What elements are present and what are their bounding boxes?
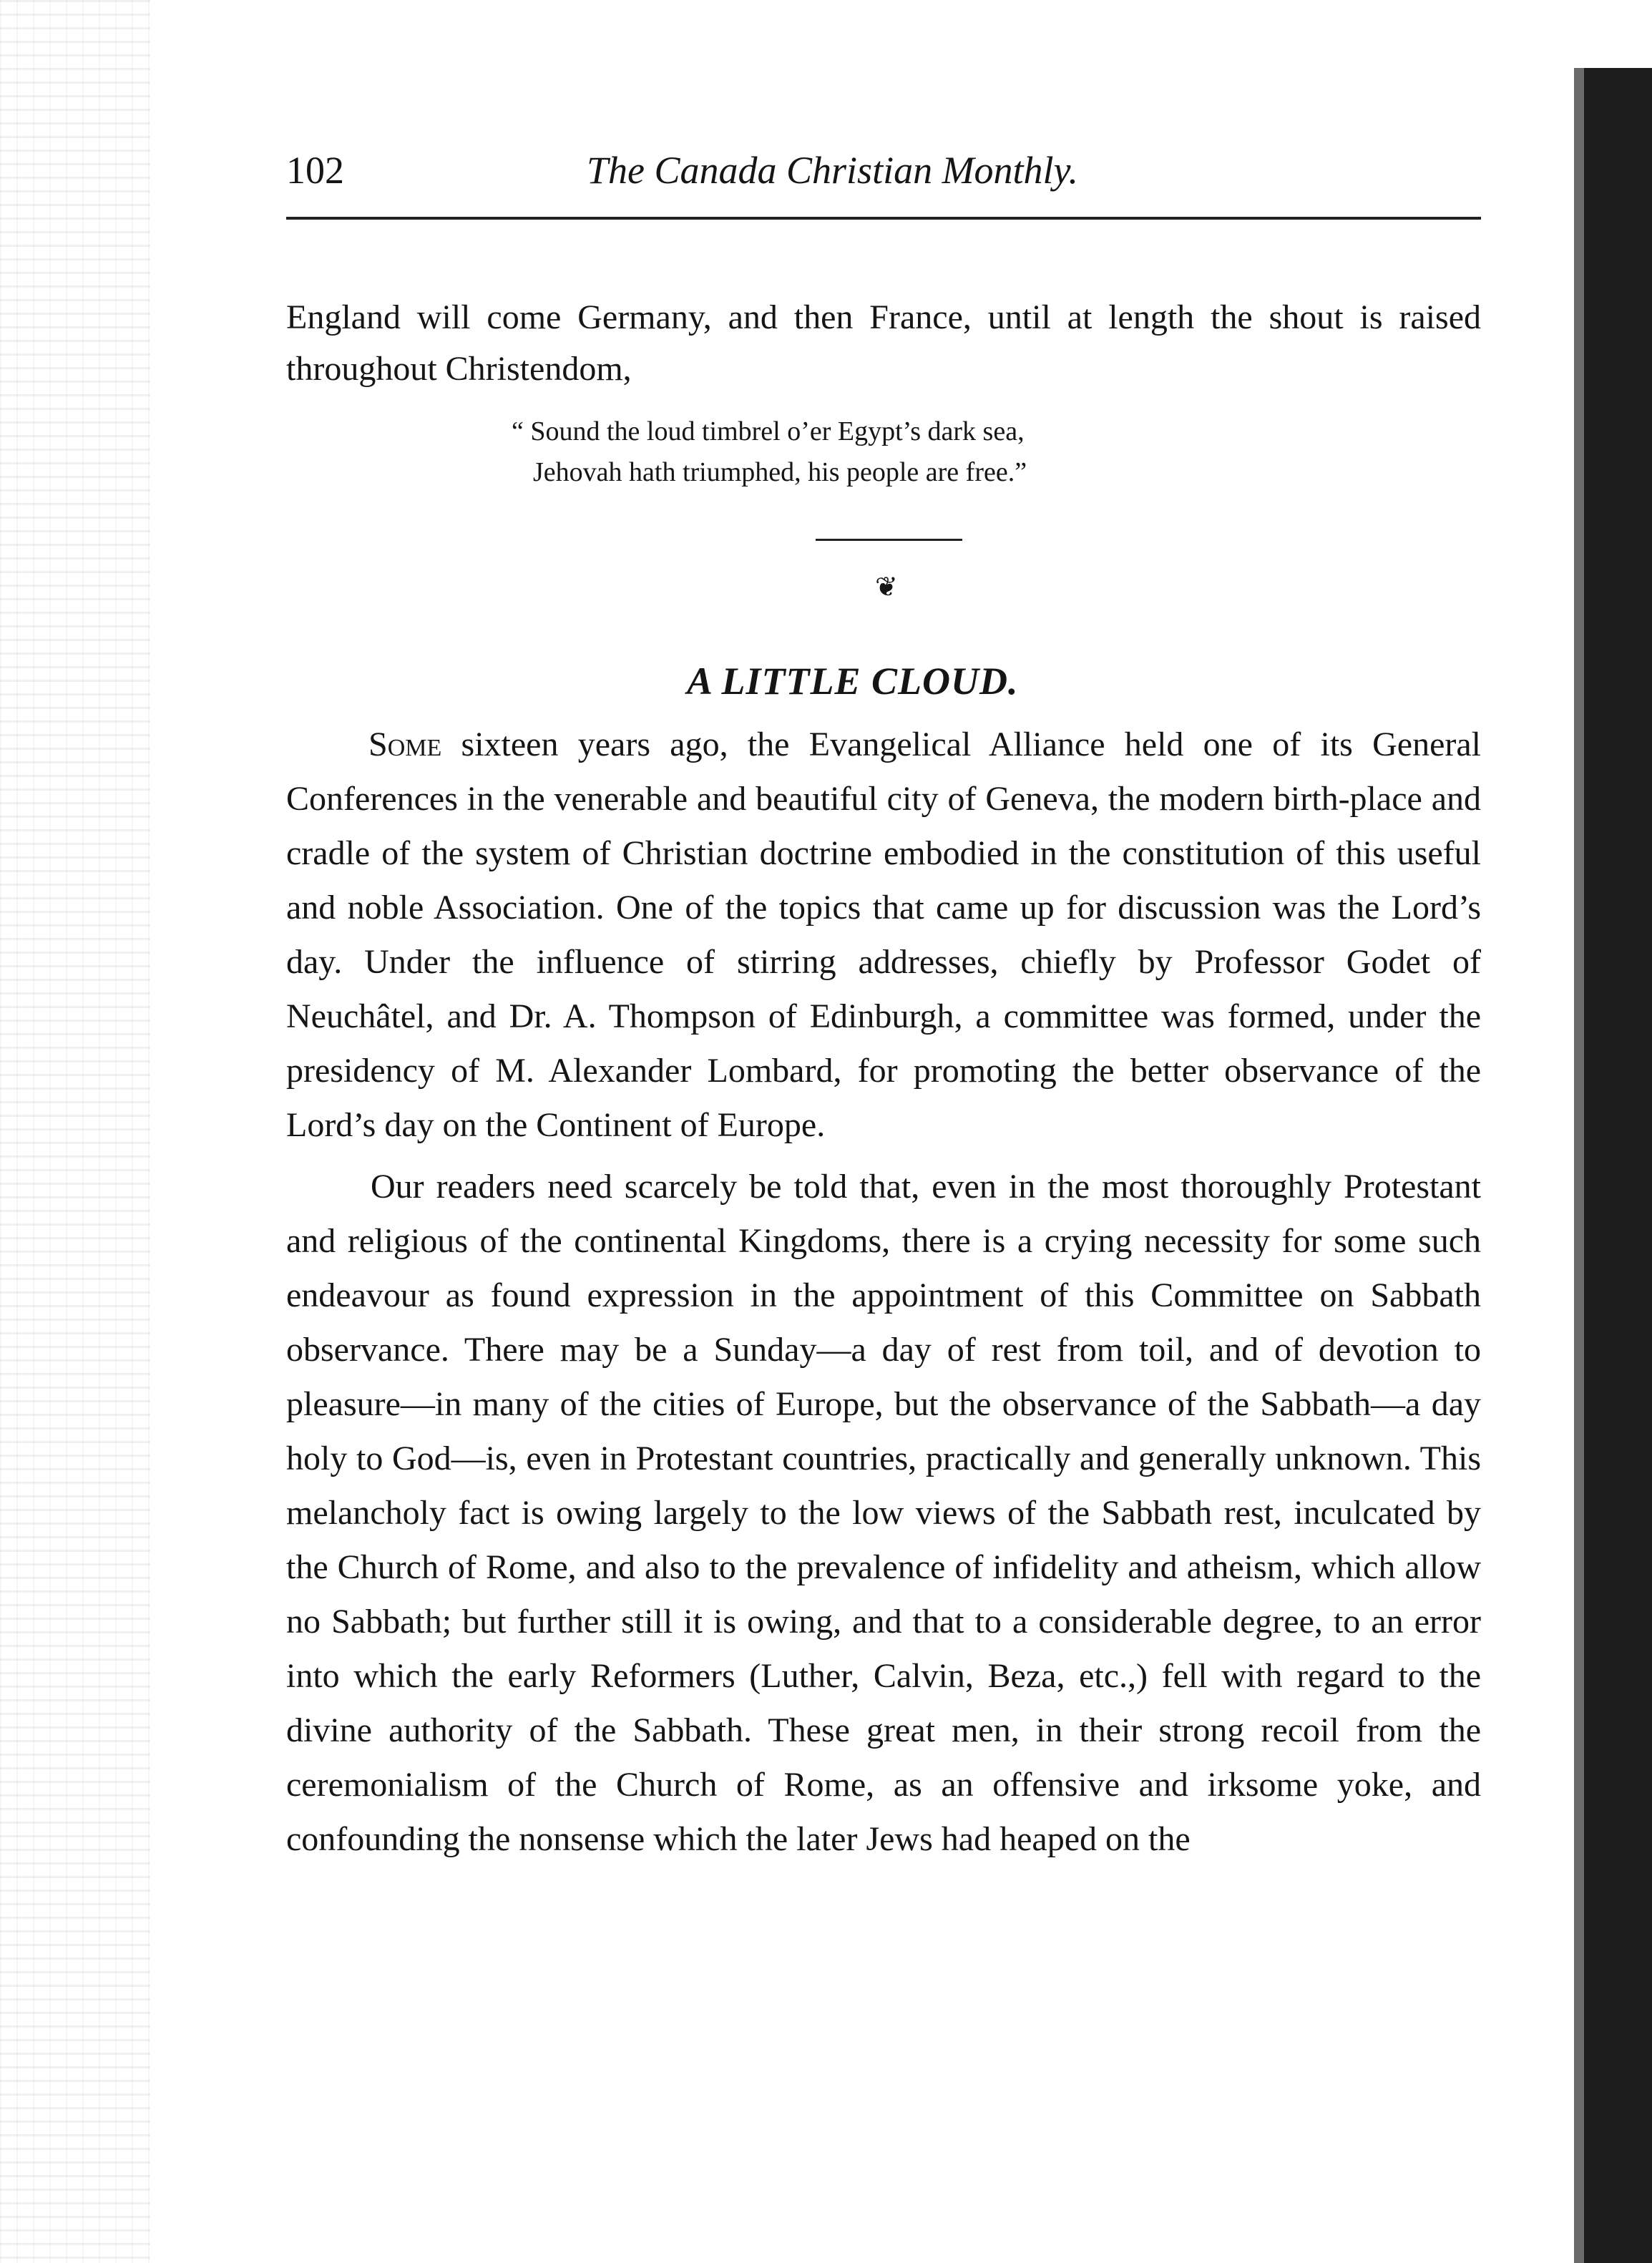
header-rule <box>286 217 1481 220</box>
paragraph-lead-word: Some <box>368 725 442 763</box>
page-header <box>286 140 1481 207</box>
quoted-verse <box>512 411 1027 493</box>
page-number: 102 <box>286 149 344 192</box>
article-title: A LITTLE CLOUD. <box>687 660 1019 703</box>
verse-line-one: “ Sound the loud timbrel o’er Egypt’s dark sea, <box>512 416 1025 446</box>
verse-line-two: Jehovah hath triumphed, his people are free.” <box>533 457 1027 487</box>
running-title: The Canada Christian Monthly. <box>587 149 1079 192</box>
article-paragraph-two: Our readers need scarcely be told that, even in the most thoroughly Protestant and religious of the continental Kingdoms, there is a crying necessity for some such endeavour as found expression in the appointment of this Committee on Sabbath observance. There may be a Sunday—a day of rest from toil, and of devotion to pleasure—in many of the cities of Europe, but the observance of the Sabbath—a day holy to God—is, even in Protestant countries, practically and generally unknown. This melancholy fact is owing largely to the low views of the Sabbath rest, inculcated by the Church of Rome, and also to the prevalence of infidelity and atheism, which allow no Sabbath; but further still it is owing, and that to a considerable degree, to an error into which the early Reformers (Luther, Calvin, Beza, etc.,) fell with regard to the divine authority of the Sabbath. These great men, in their strong recoil from the ceremonialism of the Church of Rome, as an offensive and irksome yoke, and confounding the nonsense which the later Jews had heaped on the <box>286 1168 1481 1858</box>
document-page <box>286 140 1482 1858</box>
scanned-page-edge-right <box>1574 68 1652 2263</box>
article-paragraph-one <box>286 718 1481 1153</box>
continued-paragraph: England will come Germany, and then France, until at length the shout is raised throughout Christendom, <box>286 298 1481 388</box>
section-divider <box>816 539 962 541</box>
ornament-icon: ❦ <box>875 572 898 602</box>
paragraph-one-text: sixteen years ago, the Evangelical Alliance held one of its General Conferences in the venerable and beautiful city of Geneva, the modern birth-place and cradle of the system of Christian doctrine embodied in the constitution of this useful and noble Association. One of the topics that came up for discussion was the Lord’s day. Under the influence of stirring addresses, chiefly by Professor Godet of Neuchâtel, and Dr. A. Thompson of Edinburgh, a committee was formed, under the presidency of M. Alexander Lombard, for promoting the better observance of the Lord’s day on the Continent of Europe. <box>286 725 1482 1144</box>
scanned-page-edge-left <box>0 0 150 2263</box>
article-body <box>286 718 1481 1867</box>
